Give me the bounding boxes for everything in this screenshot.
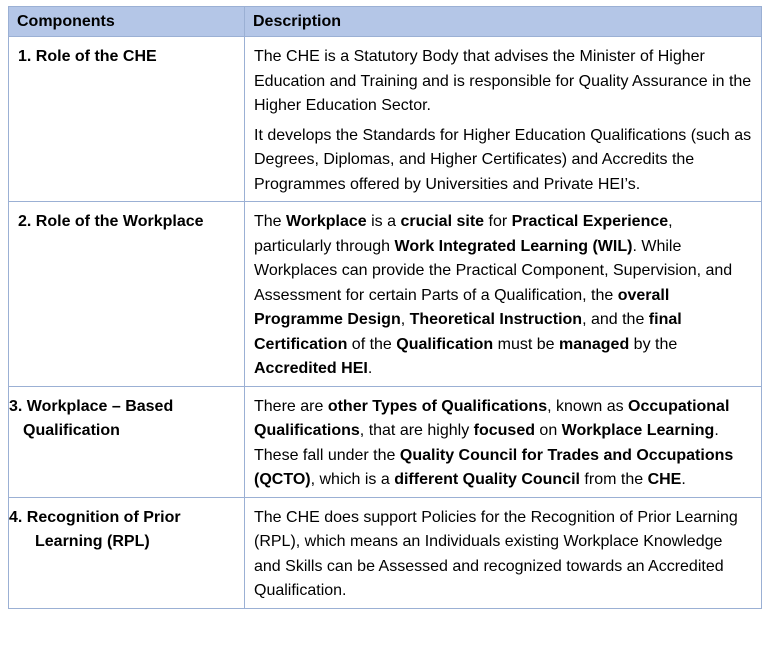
table-row	[9, 497, 762, 608]
text: must be	[493, 335, 559, 353]
bold-text: managed	[558, 335, 630, 353]
bold-text: overall Programme Design	[254, 286, 670, 328]
table-row	[9, 37, 762, 202]
text: . While Workplaces can provide the Practical Component, Supervision, and Assessment for certain Parts of a Qualification, the	[254, 237, 733, 304]
text: , particularly through	[254, 213, 673, 255]
text: . These fall under the	[254, 422, 719, 464]
bold-text: focused	[473, 422, 535, 439]
description-cell	[245, 386, 762, 497]
text: .	[367, 360, 373, 377]
header-row	[9, 7, 762, 37]
bold-text: final Certification	[254, 311, 682, 353]
text: of the	[347, 335, 397, 353]
text: ,	[400, 311, 410, 328]
bold-text: different Quality Council	[394, 471, 580, 488]
text: The CHE does support Policies for the Recognition of Prior Learning (RPL), which means an Individuals existing Workplace Knowledge and Skills can be Assessed and recognized towards an Accredited Qualification.	[254, 508, 738, 599]
text: It develops the Standards for Higher Education Qualifications (such as Degrees, Diplomas, and Higher Certificates) and Accredits the Programmes offered by Universities and Private HEI’s.	[254, 126, 752, 193]
text: for	[484, 213, 512, 230]
description-paragraph	[254, 45, 753, 119]
description-paragraph	[254, 506, 753, 604]
description-paragraph	[254, 395, 753, 493]
text: The	[254, 213, 287, 230]
description-paragraph	[254, 124, 753, 198]
text: .	[681, 471, 686, 488]
bold-text: Theoretical Instruction	[409, 311, 583, 328]
text: There are	[254, 397, 328, 415]
bold-text: Workplace	[286, 213, 367, 230]
bold-text: Accredited HEI	[254, 360, 368, 377]
text: The CHE is a Statutory Body that advises the Minister of Higher Education and Training and is responsible for Quality Assurance in the Higher Education Sector.	[254, 48, 752, 114]
component-cell: 2. Role of the Workplace	[9, 202, 245, 387]
header-description: Description	[245, 7, 762, 37]
bold-text: Practical Experience	[511, 213, 669, 230]
description-cell	[245, 202, 762, 387]
text: , that are highly	[359, 422, 474, 439]
bold-text: Work Integrated Learning (WIL)	[394, 237, 633, 255]
bold-text: Workplace Learning	[561, 422, 715, 439]
component-cell: 1. Role of the CHE	[9, 37, 245, 202]
description-cell	[245, 497, 762, 608]
bold-text: Quality Council for Trades and Occupations (QCTO)	[254, 446, 734, 488]
component-cell: 3. Workplace – Based Qualification	[9, 386, 245, 497]
bold-text: crucial site	[400, 213, 485, 230]
text: is a	[366, 213, 401, 230]
text: , which is a	[310, 471, 395, 488]
description-cell	[245, 37, 762, 202]
bold-text: CHE	[647, 471, 682, 488]
bold-text: Qualification	[396, 335, 494, 353]
bold-text: Occupational Qualifications	[254, 397, 730, 439]
text: from the	[579, 471, 648, 488]
text: on	[534, 422, 562, 439]
text: by the	[629, 335, 678, 353]
text: , known as	[547, 397, 629, 415]
components-table	[8, 6, 762, 609]
text: , and the	[582, 311, 649, 328]
table-row	[9, 386, 762, 497]
component-cell: 4. Recognition of Prior Learning (RPL)	[9, 497, 245, 608]
bold-text: other Types of Qualifications	[327, 397, 548, 415]
header-components: Components	[9, 7, 245, 37]
table-row	[9, 202, 762, 387]
description-paragraph	[254, 210, 753, 382]
